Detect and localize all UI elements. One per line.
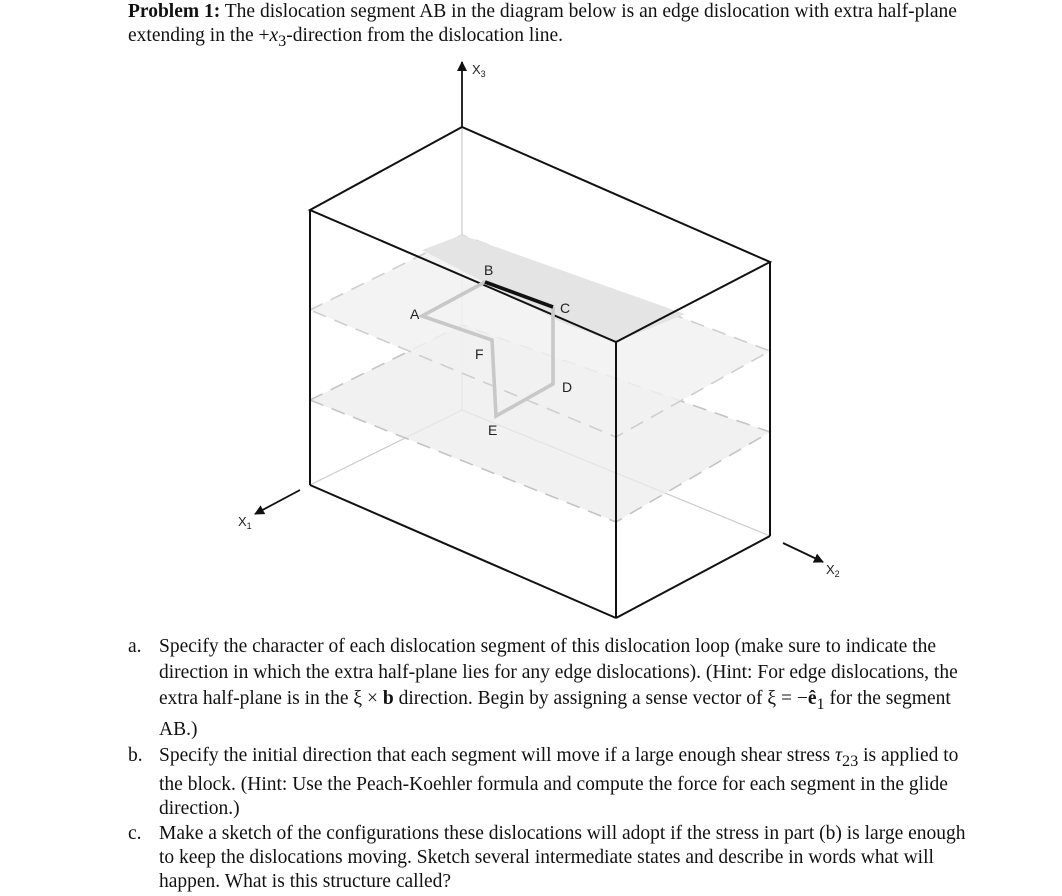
problem-label: Problem 1:: [128, 1, 221, 22]
point-label-c: C: [560, 300, 571, 316]
problem-var: x: [269, 25, 279, 46]
question-a: [128, 634, 968, 743]
point-label-d: D: [562, 379, 573, 395]
question-a-text-2: direction. Begin by assigning a sense vector of: [393, 688, 768, 709]
axis-x1-label: $X_1$: [238, 514, 252, 531]
cross-symbol: ×: [362, 688, 383, 709]
question-a-text-1: Specify the character of each dislocation segment of this dislocation loop (make sure to indicate the direction in which the extra half-plane lies for any edge dislocations). (Hint: For edge dislocations, the extra half-plane is in the: [159, 636, 958, 709]
point-label-b: B: [484, 262, 494, 278]
question-c-label: c.: [128, 822, 142, 844]
xi-symbol: ξ: [353, 688, 363, 709]
question-a-text-3: for the segment AB.): [159, 688, 951, 740]
question-c: [128, 822, 968, 894]
burgers-vector-b: b: [382, 688, 394, 709]
axis-x2: [783, 543, 823, 562]
problem-var-sub: 3: [278, 31, 287, 50]
question-b-label: b.: [128, 744, 143, 766]
axis-x3-label: $X_3$: [472, 62, 486, 79]
bottom-right-edge: [616, 536, 770, 618]
question-a-label: a.: [128, 636, 142, 657]
unit-vector-sub: 1: [816, 694, 825, 713]
question-b-text-1: Specify the initial direction that each segment will move if a large enough shear stress: [159, 744, 835, 766]
xi-symbol-2: ξ: [767, 688, 777, 709]
axis-x1: [255, 490, 300, 514]
bottom-front-edge: [310, 485, 616, 618]
unit-vector-e: ê: [807, 688, 817, 709]
question-c-text: Make a sketch of the configurations these dislocations will adopt if the stress in part (b) is large enough to keep the dislocations moving. Sketch several intermediate states and describe in words what will happen. What is this structure called?: [159, 822, 966, 892]
point-label-a: A: [410, 306, 420, 322]
question-list: [128, 634, 968, 895]
question-b-text-2: is applied to the block. (Hint: Use the Peach-Koehler formula and compute the force for each segment in the glide direction.): [159, 744, 959, 819]
point-label-e: E: [488, 422, 498, 438]
axis-x2-label: $X_2$: [826, 562, 840, 579]
point-label-f: F: [475, 346, 484, 362]
problem-text-post: -direction from the dislocation line.: [286, 25, 564, 46]
problem-text-pre: The dislocation segment AB in the diagram below is an edge dislocation with extra half-plane extending in the +: [128, 1, 957, 46]
tau-sub: 23: [841, 751, 859, 770]
tau-symbol: τ: [834, 744, 842, 766]
equals-minus: = −: [776, 688, 808, 709]
question-b: [128, 744, 968, 821]
